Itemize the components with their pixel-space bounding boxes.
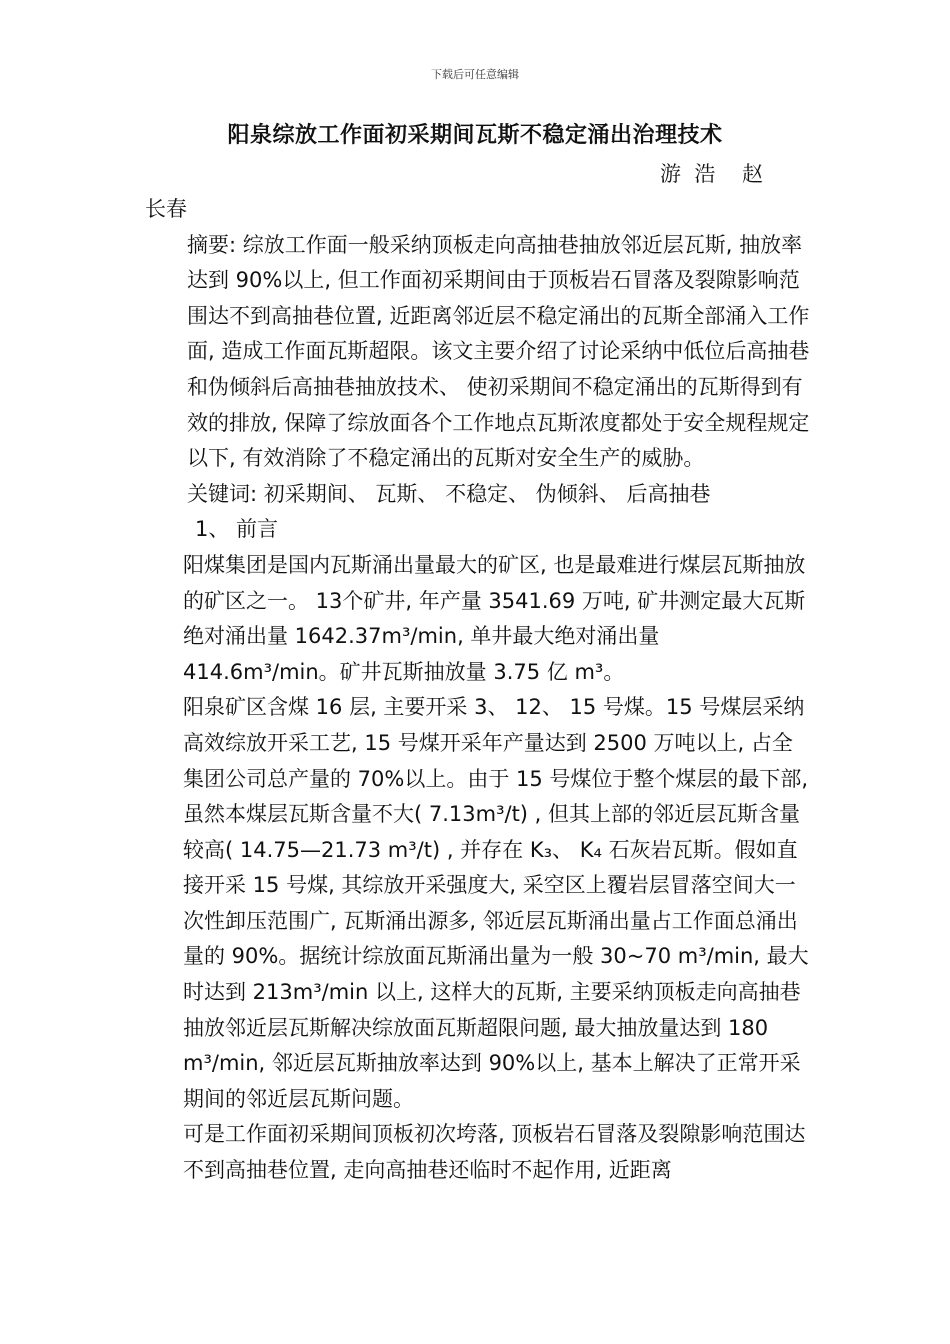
document-body bbox=[145, 192, 810, 1189]
section-heading: 1、 前言 bbox=[195, 517, 279, 542]
authors-line: 游 浩 赵 bbox=[660, 162, 764, 186]
keywords-line: 关键词: 初采期间、 瓦斯、 不稳定、 伪倾斜、 后高抽巷 bbox=[187, 481, 711, 506]
document-title: 阳泉综放工作面初采期间瓦斯不稳定涌出治理技术 bbox=[227, 123, 723, 148]
header-note: 下载后可任意编辑 bbox=[431, 68, 519, 81]
body-paragraph: 阳泉矿区含煤 16 层, 主要开采 3、 12、 15 号煤。15 号煤层采纳高效综放开采工艺, 15 号煤开采年产量达到 2500 万吨以上, 占全集团公司总产量的 70%以上。由于 15 号煤位于整个煤层的最下部, 虽然本煤层瓦斯含量不大( 7.13m³/t) , 但其上部的邻近层瓦斯含量较高( 14.75—21.73 m³/t) , 并存在 K₃、 K₄ 石灰岩瓦斯。假如直接开采 15 号煤, 其综放开采强度大, 采空区上覆岩层冒落空间大一次性卸压范围广, 瓦斯涌出源多, 邻近层瓦斯涌出量占工作面总涌出量的 90%。据统计综放面瓦斯涌出量为一般 30~70 m³/min, 最大时达到 213m³/min 以上, 这样大的瓦斯, 主要采纳顶板走向高抽巷抽放邻近层瓦斯解决综放面瓦斯超限问题, 最大抽放量达到 180 m³/min, 邻近层瓦斯抽放率达到 90%以上, 基本上解决了正常开采期间的邻近层瓦斯问题。 bbox=[183, 695, 809, 1111]
body-paragraph: 阳煤集团是国内瓦斯涌出量最大的矿区, 也是最难进行煤层瓦斯抽放的矿区之一。 13个矿井, 年产量 3541.69 万吨, 矿井测定最大瓦斯绝对涌出量 1642.37m³/min, 单井最大绝对涌出量 414.6m³/min。矿井瓦斯抽放量 3.75 亿 m³。 bbox=[183, 552, 806, 684]
abstract-paragraph: 摘要: 综放工作面一般采纳顶板走向高抽巷抽放邻近层瓦斯, 抽放率达到 90%以上, 但工作面初采期间由于顶板岩石冒落及裂隙影响范围达不到高抽巷位置, 近距离邻近层不稳定涌出的瓦斯全部涌入工作面, 造成工作面瓦斯超限。该文主要介绍了讨论采纳中低位后高抽巷和伪倾斜后高抽巷抽放技术、 使初采期间不稳定涌出的瓦斯得到有效的排放, 保障了综放面各个工作地点瓦斯浓度都处于安全规程规定以下, 有效消除了不稳定涌出的瓦斯对安全生产的威胁。 bbox=[187, 232, 810, 471]
body-paragraph: 可是工作面初采期间顶板初次垮落, 顶板岩石冒落及裂隙影响范围达不到高抽巷位置, 走向高抽巷还临时不起作用, 近距离 bbox=[183, 1122, 806, 1183]
authors-continuation: 长春 bbox=[145, 197, 187, 221]
